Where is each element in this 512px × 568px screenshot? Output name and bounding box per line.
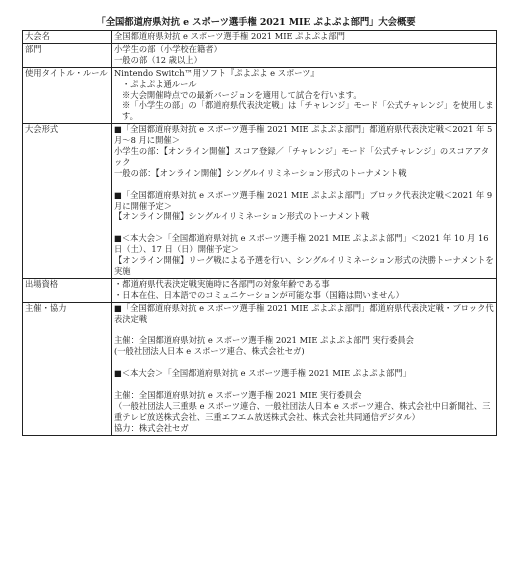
blank-line: [114, 379, 494, 390]
blank-line: [114, 222, 494, 233]
value-line: ■＜本大会＞「全国都道府県対抗 e スポーツ選手権 2021 MIE ぷよぷよ部門」: [114, 368, 411, 379]
row-label-event-name: 大会名: [23, 31, 112, 44]
row-label-division: 部門: [23, 43, 112, 67]
blank-line: [114, 325, 494, 336]
table-row: [23, 43, 497, 67]
value-line: 小学生の部：【オンライン開催】スコア登録／「チャレンジ」モード「公式チャレンジ」のスコアアタック: [114, 146, 490, 167]
row-value-event-name: [112, 31, 497, 44]
value-line: 全国都道府県対抗 e スポーツ選手権 2021 MIE ぷよぷよ部門: [114, 31, 345, 41]
blank-line: [114, 357, 494, 368]
value-line: 一般の部：【オンライン開催】シングルイリミネーション形式のトーナメント戦: [114, 167, 407, 178]
value-line: 主催：全国都道府県対抗 e スポーツ選手権 2021 MIE ぷよぷよ部門 実行委員会: [114, 335, 414, 346]
blank-line: [114, 179, 494, 190]
table-row: [23, 31, 497, 44]
value-line: (一般社団法人日本 e スポーツ連合、株式会社セガ): [114, 346, 305, 357]
row-value-eligibility: [112, 278, 497, 302]
table-row: [23, 302, 497, 435]
value-line: 小学生の部（小学校在籍者）: [114, 43, 222, 54]
value-line: Nintendo Switch™用ソフト『ぷよぷよ e スポーツ』: [114, 67, 319, 78]
table-row: [23, 67, 497, 124]
value-line: 【オンライン開催】シングルイリミネーション形式のトーナメント戦: [114, 211, 370, 222]
row-value-division: [112, 43, 497, 67]
value-line: ■「全国都道府県対抗 e スポーツ選手権 2021 MIE ぷよぷよ部門」都道府県代表決定戦＜2021 年 5 月〜8 月に開催＞: [114, 124, 493, 146]
row-label-format: 大会形式: [23, 124, 112, 279]
value-line: ※大会開催時点での最新バージョンを適用して試合を行います。: [122, 89, 362, 100]
table-row: [23, 124, 497, 279]
row-label-organizers: 主催・協力: [23, 302, 112, 435]
document-title: 「全国都道府県対抗 e スポーツ選手権 2021 MIE ぷよぷよ部門」大会概要: [96, 17, 416, 28]
row-value-format: [112, 124, 497, 279]
row-value-organizers: [112, 302, 497, 435]
overview-table: [22, 30, 497, 436]
table-row: [23, 278, 497, 302]
value-line: ・日本在住、日本語でのコミュニケーションが可能な事（国籍は問いません）: [114, 289, 404, 300]
row-label-eligibility: 出場資格: [23, 278, 112, 302]
value-line: ・都道府県代表決定戦実施時に各部門の対象年齢である事: [114, 278, 330, 289]
value-line: 主催：全国都道府県対抗 e スポーツ選手権 2021 MIE 実行委員会: [114, 389, 362, 400]
row-value-title-rules: [112, 67, 497, 124]
value-line: 【オンライン開催】リーグ戦による予選を行い、シングルイリミネーション形式の決勝トーナメントを実施: [114, 255, 494, 276]
value-line: ■＜本大会＞「全国都道府県対抗 e スポーツ選手権 2021 MIE ぷよぷよ部門」＜2021 年 10 月 16 日（土）、17 日（日）開催予定＞: [114, 233, 489, 255]
value-line: ※「小学生の部」の「都道府県代表決定戦」は「チャレンジ」モード「公式チャレンジ」を使用します。: [122, 100, 494, 122]
value-line: 一般の部（12 歳以上）: [114, 54, 202, 65]
value-line: （一般社団法人三重県 e スポーツ連合、一般社団法人日本 e スポーツ連合、株式会社中日新聞社、三重テレビ放送株式会社、三重エフエム放送株式会社、株式会社共同通信デジタル）: [114, 400, 491, 422]
value-line: 協力：株式会社セガ: [114, 422, 189, 433]
overview-document: [22, 16, 494, 436]
value-line: ・ぷよぷよ通ルール: [122, 78, 197, 89]
value-line: ■「全国都道府県対抗 e スポーツ選手権 2021 MIE ぷよぷよ部門」都道府県代表決定戦・ブロック代表決定戦: [114, 302, 494, 324]
value-line: ■「全国都道府県対抗 e スポーツ選手権 2021 MIE ぷよぷよ部門」ブロック代表決定戦＜2021 年 9 月に開催予定＞: [114, 189, 493, 211]
row-label-title-rules: 使用タイトル・ルール: [23, 67, 112, 124]
